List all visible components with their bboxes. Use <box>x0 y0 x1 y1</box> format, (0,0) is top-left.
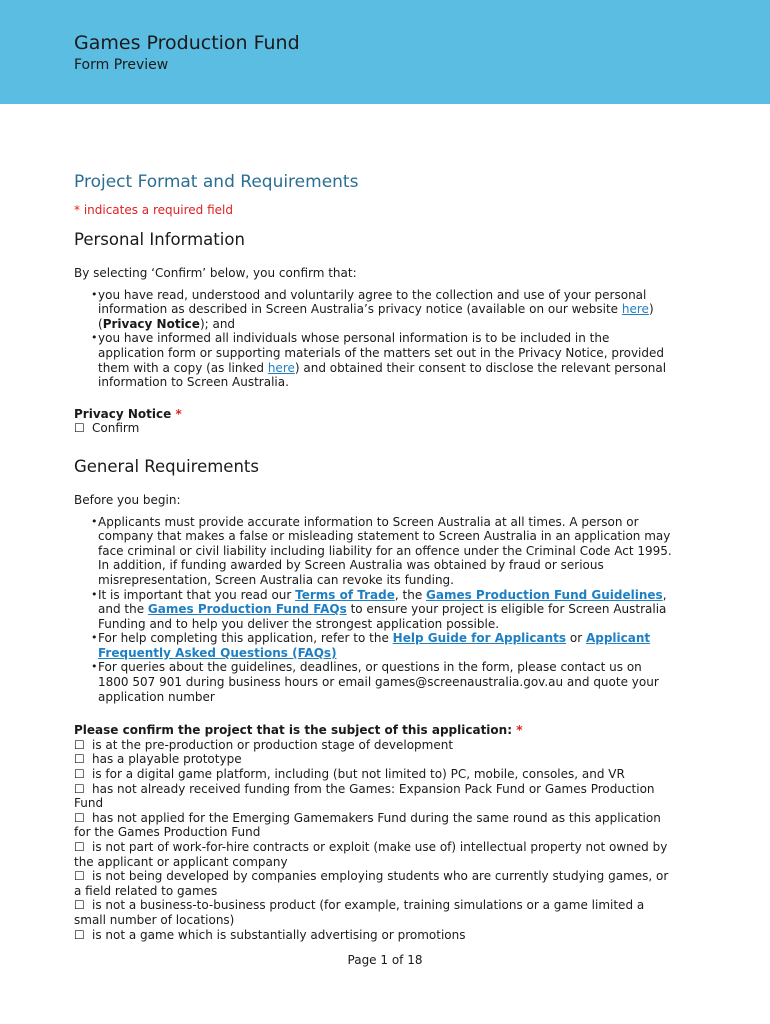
project-checkbox-option[interactable]: ☐ is at the pre-production or production stage of development <box>74 737 454 752</box>
personal-information-heading: Personal Information <box>74 230 245 249</box>
privacy-notice-label: Privacy Notice * <box>74 406 182 421</box>
privacy-notice-link[interactable]: here <box>621 302 649 317</box>
privacy-notice-link-2[interactable]: here <box>267 360 295 375</box>
project-checkbox-option[interactable]: ☐ is not being developed by companies employing students who are currently studying games, or a field related to games <box>74 869 669 898</box>
confirm-project-options <box>74 738 674 942</box>
list-item: • you have read, understood and voluntarily agree to the collection and use of your personal information as described in Screen Australia’s privacy notice (available on our website here) (Privacy Notice); and <box>98 288 674 332</box>
personal-intro: By selecting ‘Confirm’ below, you confirm that: <box>74 266 357 280</box>
project-checkbox-option[interactable]: ☐ has not already received funding from the Games: Expansion Pack Fund or Games Production Fund <box>74 781 655 811</box>
form-header <box>0 0 770 104</box>
list-item: • you have informed all individuals whose personal information is to be included in the application form or supporting materials of the matters set out in the Privacy Notice, provided them with a copy (as linked here) and obtained their consent to disclose the relevant personal information to Screen Australia. <box>98 331 674 389</box>
checkbox-icon[interactable]: ☐ <box>74 810 85 825</box>
required-marker: * <box>516 723 523 738</box>
list-item: • For queries about the guidelines, deadlines, or questions in the form, please contact us on 1800 507 901 during business hours or email games@screenaustralia.gov.au and quote your application number <box>98 660 674 704</box>
form-title: Games Production Fund <box>74 32 300 54</box>
checkbox-icon[interactable]: ☐ <box>74 752 85 767</box>
section-title: Project Format and Requirements <box>74 172 359 192</box>
checkbox-icon[interactable]: ☐ <box>74 781 85 796</box>
checkbox-icon[interactable]: ☐ <box>74 927 85 942</box>
help-guide-link[interactable]: Help Guide for Applicants <box>392 631 567 646</box>
checkbox-icon[interactable]: ☐ <box>74 421 85 436</box>
applicant-faqs-link[interactable]: Applicant Frequently Asked Questions (FAQs) <box>98 631 651 660</box>
general-bullet-list <box>74 515 674 705</box>
faqs-link[interactable]: Games Production Fund FAQs <box>147 602 347 617</box>
page-number: Page 1 of 18 <box>347 953 423 967</box>
list-item: • Applicants must provide accurate information to Screen Australia at all times. A person or company that makes a false or misleading statement to Screen Australia in an application may face criminal or civil liability including liability for an offence under the Criminal Code Act 1995. In addition, if funding awarded by Screen Australia was obtained by fraud or serious misrepresentation, Screen Australia can revoke its funding. <box>98 515 674 588</box>
list-item: • It is important that you read our Terms of Trade, the Games Production Fund Guidelines, and the Games Production Fund FAQs to ensure your project is eligible for Screen Australia Funding and to help you deliver the strongest application possible. <box>98 588 674 632</box>
list-item: • For help completing this application, refer to the Help Guide for Applicants or Applicant Frequently Asked Questions (FAQs) <box>98 631 674 660</box>
project-checkbox-option[interactable]: ☐ has not applied for the Emerging Gamemakers Fund during the same round as this application for the Games Production Fund <box>74 810 661 840</box>
guidelines-link[interactable]: Games Production Fund Guidelines <box>426 587 663 602</box>
project-checkbox-option[interactable]: ☐ has a playable prototype <box>74 752 242 767</box>
project-checkbox-option[interactable]: ☐ is not part of work-for-hire contracts or exploit (make use of) intellectual property not owned by the applicant or applicant company <box>74 840 668 869</box>
project-checkbox-option[interactable]: ☐ is not a game which is substantially advertising or promotions <box>74 927 466 942</box>
personal-bullet-list <box>74 288 674 390</box>
form-subtitle: Form Preview <box>74 57 169 73</box>
checkbox-icon[interactable]: ☐ <box>74 767 85 782</box>
general-intro: Before you begin: <box>74 492 181 507</box>
project-checkbox-option[interactable]: ☐ is not a business-to-business product (for example, training simulations or a game limited a small number of locations) <box>74 898 645 927</box>
checkbox-icon[interactable]: ☐ <box>74 737 85 752</box>
checkbox-icon[interactable]: ☐ <box>74 898 85 913</box>
confirm-project-label: Please confirm the project that is the subject of this application: * <box>74 723 523 738</box>
terms-of-trade-link[interactable]: Terms of Trade <box>295 587 395 602</box>
checkbox-icon[interactable]: ☐ <box>74 840 85 854</box>
privacy-confirm-checkbox[interactable]: ☐ Confirm <box>74 421 140 436</box>
required-field-note: * indicates a required field <box>74 203 233 217</box>
required-marker: * <box>175 406 182 421</box>
general-requirements-heading: General Requirements <box>74 456 259 476</box>
form-content <box>74 170 674 942</box>
checkbox-icon[interactable]: ☐ <box>74 869 85 884</box>
project-checkbox-option[interactable]: ☐ is for a digital game platform, including (but not limited to) PC, mobile, consoles, and VR <box>74 767 625 782</box>
